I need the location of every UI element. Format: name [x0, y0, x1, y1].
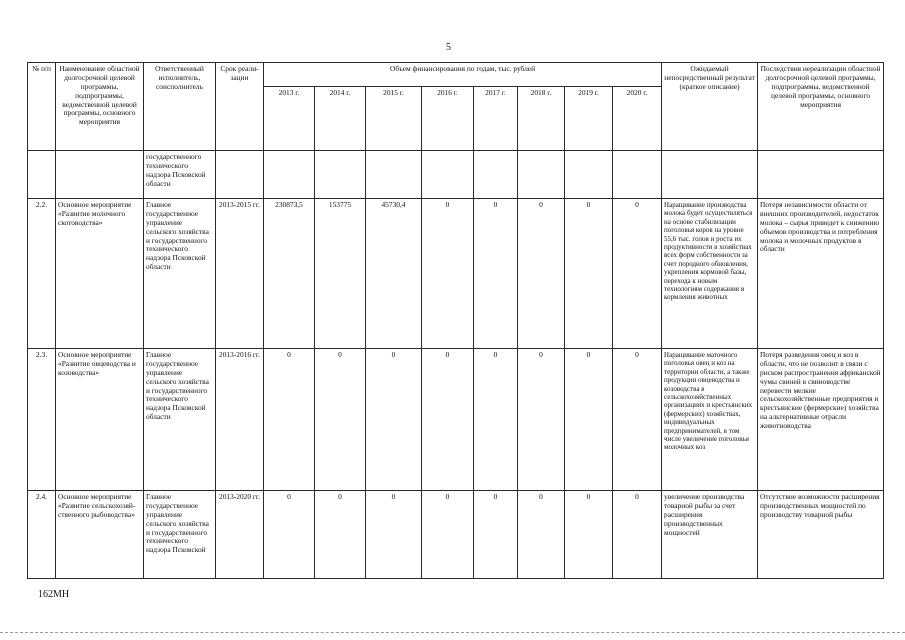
- row-value: 0: [422, 491, 474, 579]
- row-consequences: [758, 151, 884, 199]
- row-value: 0: [518, 349, 565, 491]
- row-value: [315, 151, 366, 199]
- row-value: 0: [474, 199, 518, 349]
- table-row: [28, 349, 884, 491]
- row-value: 0: [613, 199, 662, 349]
- year-header: 2013 г.: [264, 87, 315, 151]
- row-value: 0: [565, 491, 613, 579]
- funding-table: [27, 62, 884, 579]
- row-expected: [662, 151, 758, 199]
- row-value: 0: [613, 491, 662, 579]
- row-value: 0: [264, 491, 315, 579]
- row-value: 0: [474, 349, 518, 491]
- row-value: 0: [422, 349, 474, 491]
- row-expected: увеличение производства товарной рыбы за счет расширения производственных мощностей: [662, 491, 758, 579]
- row-name: Основное мероприятие «Развитие овцеводства и козоводства»: [56, 349, 144, 491]
- page-number: 5: [446, 42, 451, 53]
- table-row: [28, 491, 884, 579]
- row-consequences: Потеря разведения овец и коз в области, что не позволит в связи с риском распространения африканской чумы свиней в свиноводстве перевести мелкие сельскохозяйственные предприятия и крестьянские (фермерские) хозяйства на альтернативные отрасли животноводства: [758, 349, 884, 491]
- year-header: 2014 г.: [315, 87, 366, 151]
- row-num: 2.4.: [28, 491, 56, 579]
- row-name: [56, 151, 144, 199]
- row-num: 2.2.: [28, 199, 56, 349]
- row-num: [28, 151, 56, 199]
- row-term: [216, 151, 264, 199]
- year-header: 2018 г.: [518, 87, 565, 151]
- document-code: 162МН: [38, 589, 70, 600]
- row-value: 0: [264, 349, 315, 491]
- year-header: 2020 г.: [613, 87, 662, 151]
- row-value: 0: [315, 491, 366, 579]
- col-header-expected: Ожидаемый непосредственный результат (краткое описание): [662, 63, 758, 151]
- row-value: [366, 151, 422, 199]
- row-value: [518, 151, 565, 199]
- row-responsible: Главное государственное управление сельского хозяйства и государственного технического надзора Псковской: [144, 491, 216, 579]
- year-header: 2015 г.: [366, 87, 422, 151]
- row-value: 153775: [315, 199, 366, 349]
- col-header-term: Срок реали-зации: [216, 63, 264, 151]
- row-value: 230873,5: [264, 199, 315, 349]
- col-header-funding: Объем финансирования по годам, тыс. рублей: [264, 63, 662, 87]
- row-num: 2.3.: [28, 349, 56, 491]
- page-edge-divider: [0, 632, 905, 633]
- row-value: 45730,4: [366, 199, 422, 349]
- row-responsible: Главное государственное управление сельского хозяйства и государственного технического надзора Псковской области: [144, 199, 216, 349]
- row-expected: Наращивание производства молока будет осуществляться на основе стабилизации поголовья коров на уровне 55,6 тыс. голов и роста их продуктивности в хозяйствах всех форм собственности за счет породного обновления, укрепления кормовой базы, перехода к новым технологиям содержания и кормления животных: [662, 199, 758, 349]
- row-consequences: Потеря независимости области от внешних производителей, недостаток молока – сырья приведет к снижению объемов производства и потребления молока и молочных продуктов в области: [758, 199, 884, 349]
- row-value: 0: [518, 491, 565, 579]
- row-term: 2013-2020 гг.: [216, 491, 264, 579]
- col-header-responsible: Ответственный исполнитель, соисполнитель: [144, 63, 216, 151]
- row-name: Основное мероприятие «Развитие сельскохозяй-ственного рыбоводства»: [56, 491, 144, 579]
- table-header-row: [28, 63, 884, 87]
- col-header-name: Наименование областной долгосрочной целевой программы, подпрограммы, ведомственной целевой программы, основного мероприятия: [56, 63, 144, 151]
- row-value: 0: [422, 199, 474, 349]
- row-expected: Наращивание маточного поголовья овец и коз на территории области, а также продукции овцеводства и козоводства в сельскохозяйственных организациях и крестьянских (фермерских) хозяйствах, индивидуальных предпринимателей, в том числе увеличение поголовья молочных коз: [662, 349, 758, 491]
- row-value: [264, 151, 315, 199]
- year-header: 2016 г.: [422, 87, 474, 151]
- col-header-consequences: Последствия нереализации областной долгосрочной целевой программы, подпрограммы, ведомственной целевой программы, основного мероприятия: [758, 63, 884, 151]
- row-value: 0: [474, 491, 518, 579]
- year-header: 2017 г.: [474, 87, 518, 151]
- row-value: 0: [366, 491, 422, 579]
- table-row: [28, 199, 884, 349]
- row-responsible: Главное государственное управление сельского хозяйства и государственного технического надзора Псковской области: [144, 349, 216, 491]
- row-value: 0: [565, 349, 613, 491]
- row-value: [474, 151, 518, 199]
- row-consequences: Отсутствие возможности расширения производственных мощностей по производству товарной рыбы: [758, 491, 884, 579]
- year-header: 2019 г.: [565, 87, 613, 151]
- col-header-num: № п/п: [28, 63, 56, 151]
- row-value: 0: [366, 349, 422, 491]
- row-term: 2013-2015 гг.: [216, 199, 264, 349]
- row-value: 0: [518, 199, 565, 349]
- row-value: [422, 151, 474, 199]
- row-term: 2013-2016 гг.: [216, 349, 264, 491]
- row-value: [565, 151, 613, 199]
- row-value: [613, 151, 662, 199]
- row-name: Основное мероприятие «Развитие молочного скотоводства»: [56, 199, 144, 349]
- row-value: 0: [315, 349, 366, 491]
- row-responsible: государственного технического надзора Псковской области: [144, 151, 216, 199]
- row-value: 0: [613, 349, 662, 491]
- table-row: [28, 151, 884, 199]
- row-value: 0: [565, 199, 613, 349]
